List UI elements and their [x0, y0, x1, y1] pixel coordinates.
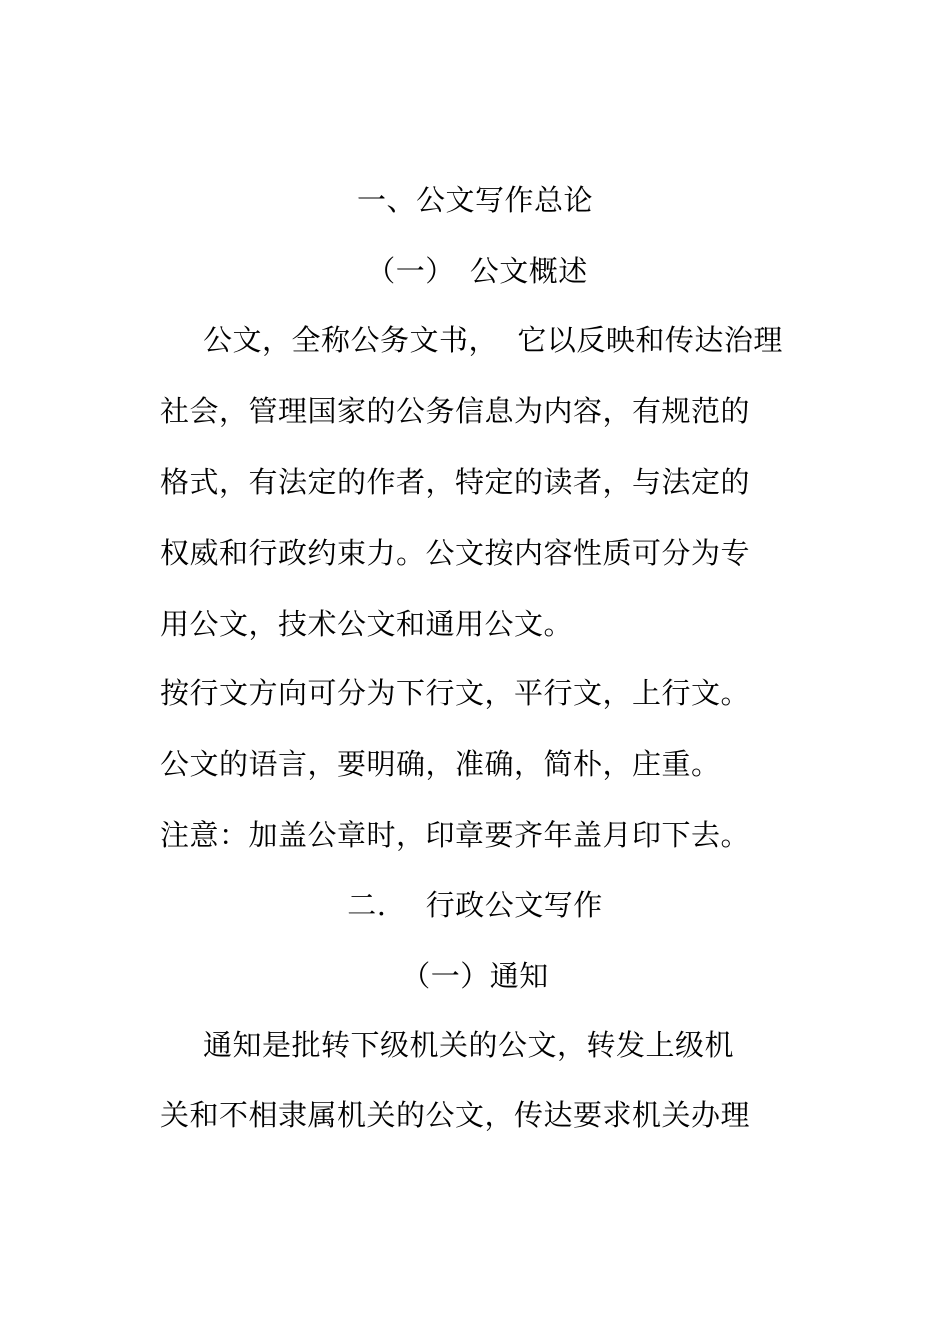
paragraph-line: 权威和行政约束力。公文按内容性质可分为专 [160, 536, 751, 570]
subsection-heading-1-1: （一） 公文概述 [366, 254, 588, 288]
paragraph-line: 按行文方向可分为下行文，平行文，上行文。 [160, 676, 751, 710]
section-heading-2: 二. 行政公文写作 [347, 888, 603, 922]
paragraph-line: 通知是批转下级机关的公文，转发上级机 [203, 1028, 735, 1062]
subsection-heading-2-1: （一）通知 [401, 959, 549, 993]
paragraph-line: 格式，有法定的作者，特定的读者，与法定的 [160, 465, 751, 499]
paragraph-line: 公文的语言，要明确，准确，简朴，庄重。 [160, 747, 721, 781]
section-heading-1: 一、公文写作总论 [356, 183, 593, 217]
paragraph-line: 关和不相隶属机关的公文，传达要求机关办理 [160, 1098, 751, 1132]
paragraph-line: 社会，管理国家的公务信息为内容，有规范的 [160, 394, 751, 428]
paragraph-line: 公文，全称公务文书， 它以反映和传达治理 [203, 323, 783, 357]
paragraph-line: 注意：加盖公章时，印章要齐年盖月印下去。 [160, 818, 751, 852]
paragraph-line: 用公文，技术公文和通用公文。 [160, 607, 574, 641]
